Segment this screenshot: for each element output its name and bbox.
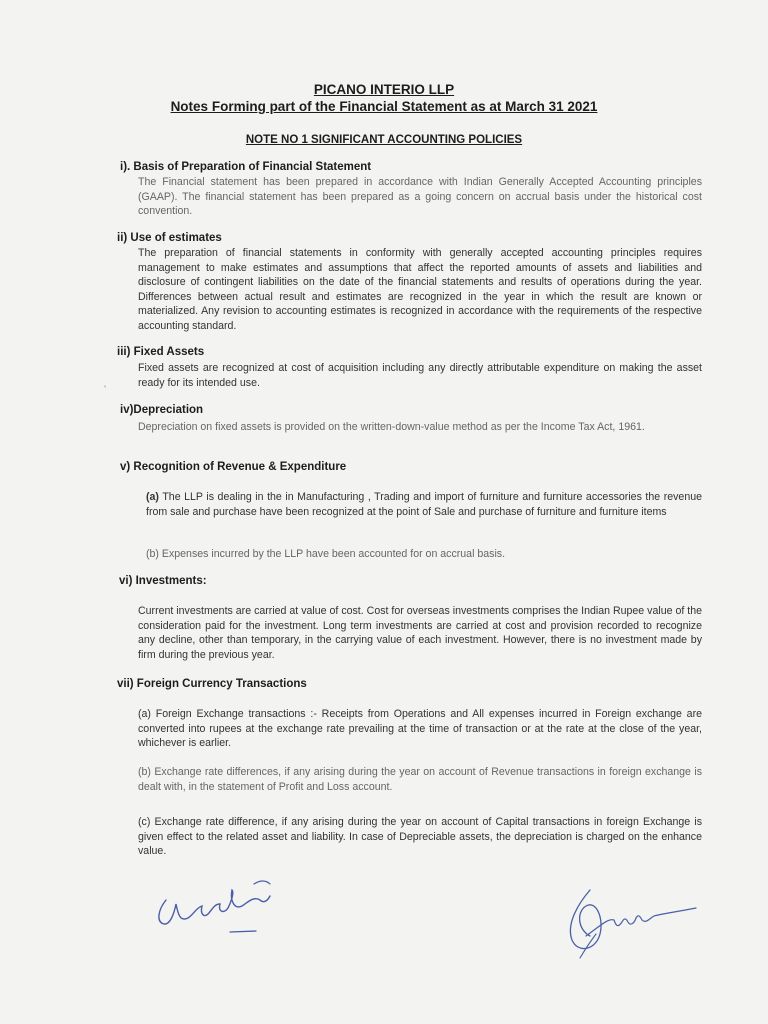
section-basis-heading: i). Basis of Preparation of Financial Statement [120, 161, 372, 173]
revenue-b-label: (b) [146, 548, 159, 560]
section-forex-item-b: (b) Exchange rate differences, if any arising during the year on account of Revenue transactions in foreign exchange is dealt with, in the statement of Profit and Loss account. [138, 766, 702, 793]
revenue-a-text: The LLP is dealing in the in Manufacturing , Trading and import of furniture and furniture accessories the revenue from sale and purchase have been recognized at the point of Sale and purchase of furniture and furniture items [146, 491, 702, 518]
section-revenue-item-b [146, 547, 702, 562]
revenue-a-label: (a) [146, 491, 159, 503]
company-name: PICANO INTERIO LLP [313, 82, 455, 97]
section-revenue-item-a [146, 490, 702, 519]
revenue-b-text: Expenses incurred by the LLP have been accounted for on accrual basis. [161, 548, 506, 560]
section-estimates-text: The preparation of financial statements in conformity with generally accepted accounting principles requires management to make estimates and assumptions that affect the reported amounts of assets and liabilities and disclosure of contingent liabilities on the date of the financial statements and results of operations during the year. Differences between actual result and estimates are recognized in the year in which the result are known or materialized. Any revision to accounting estimates is recognized in accordance with the requirements of the respective accounting standard. [138, 247, 702, 332]
section-basis-text: The Financial statement has been prepared in accordance with Indian Generally Accepted Accounting principles (GAAP). The financial statement has been prepared as a going concern on accrual basis under the historical cost convention. [138, 176, 702, 218]
document-subtitle: Notes Forming part of the Financial Statement as at March 31 2021 [170, 99, 598, 114]
note-heading: NOTE NO 1 SIGNIFICANT ACCOUNTING POLICIES [245, 134, 523, 146]
section-investments-heading: vi) Investments: [119, 575, 207, 587]
section-depreciation-heading: iv)Depreciation [120, 404, 204, 416]
section-fixed-assets-text: Fixed assets are recognized at cost of acquisition including any directly attributable expenditure on making the asset ready for its intended use. [138, 362, 702, 389]
stray-mark: ’ [104, 384, 106, 394]
section-depreciation-text: Depreciation on fixed assets is provided on the written-down-value method as per the Income Tax Act, 1961. [138, 421, 645, 433]
section-forex-item-a: (a) Foreign Exchange transactions :- Receipts from Operations and All expenses incurred in Foreign exchange are converted into rupees at the exchange rate prevailing at the time of transaction or at the rate at the close of the year, whichever is earlier. [138, 708, 702, 750]
signature-right [556, 878, 706, 968]
section-estimates-heading: ii) Use of estimates [117, 232, 222, 244]
section-investments-text: Current investments are carried at value of cost. Cost for overseas investments comprises the Indian Rupee value of the consideration paid for the investment. Long term investments are carried at cost and provision recorded to recognize any decline, other than temporary, in the carrying value of each investment. However, there is no investment made by firm during the previous year. [138, 605, 702, 661]
signature-left [150, 870, 290, 945]
section-forex-item-c: (c) Exchange rate difference, if any arising during the year on account of Capital transactions in foreign Exchange is given effect to the related asset and liability. In case of Depreciable assets, the depreciation is charged on the enhance value. [138, 816, 702, 858]
section-forex-heading: vii) Foreign Currency Transactions [117, 678, 307, 690]
section-revenue-heading: v) Recognition of Revenue & Expenditure [120, 461, 347, 473]
section-fixed-assets-heading: iii) Fixed Assets [117, 346, 205, 358]
